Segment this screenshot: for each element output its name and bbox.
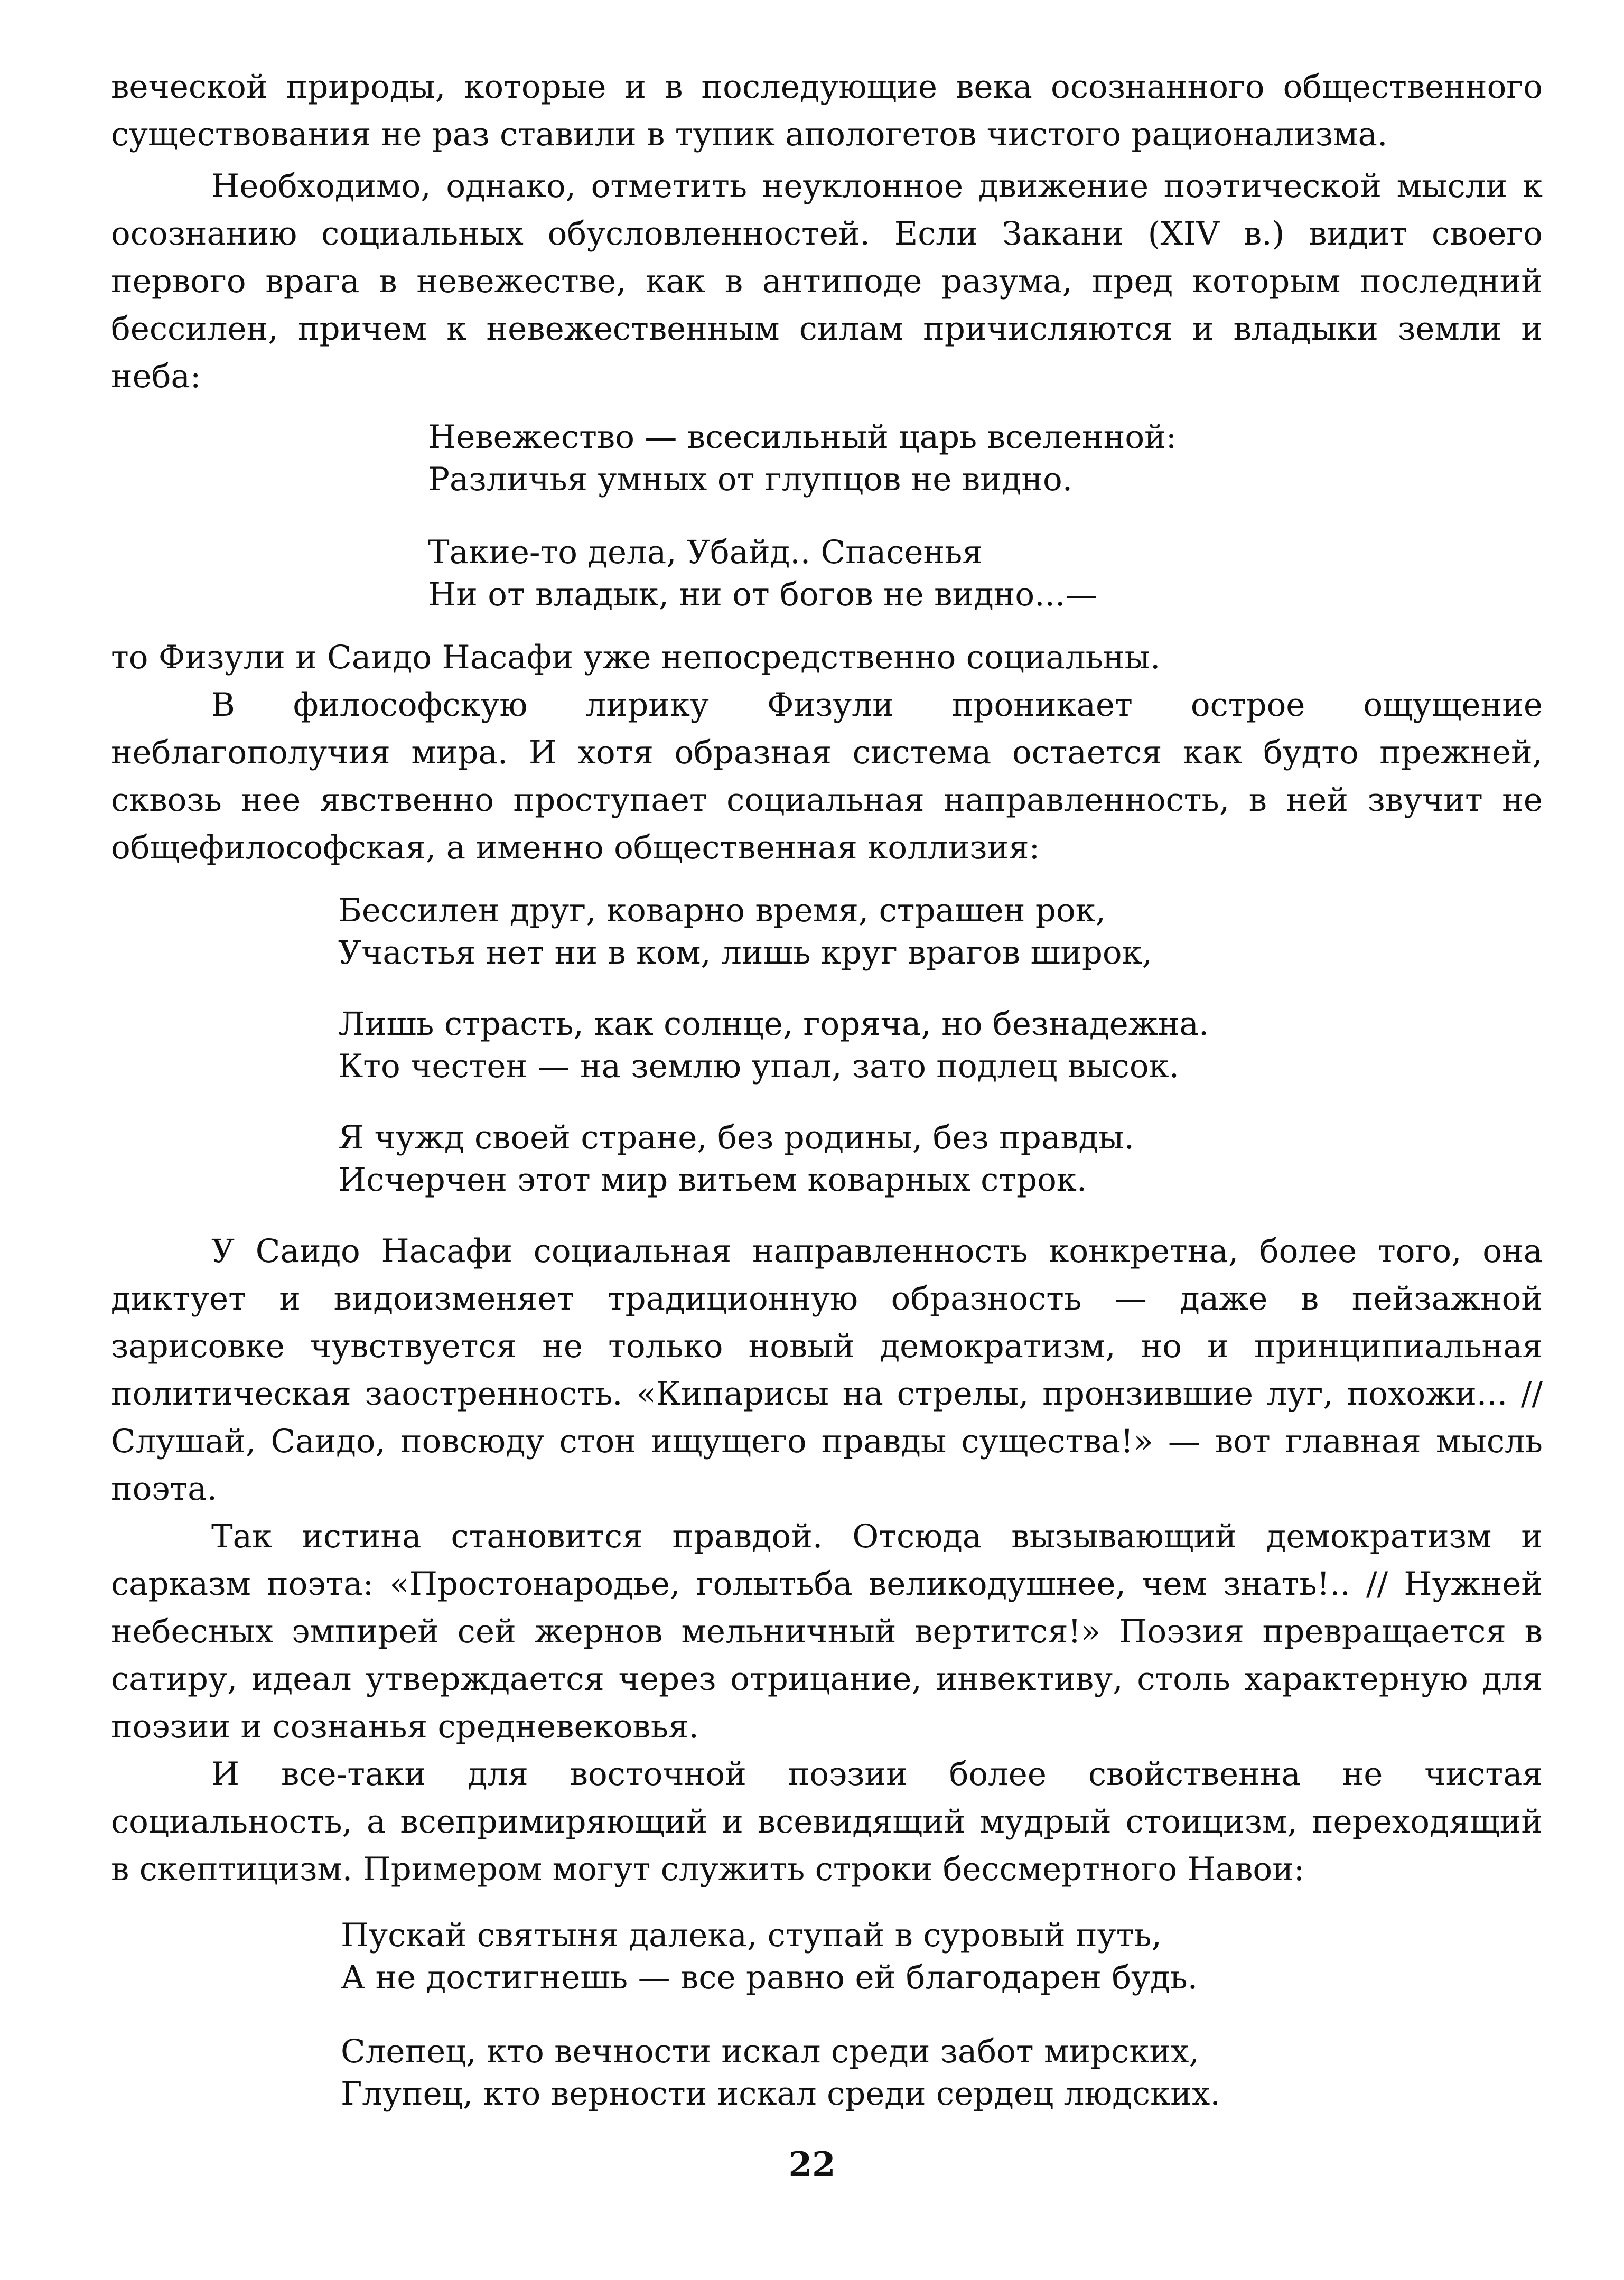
poem-line: Невежество — всесильный царь вселенной: <box>428 418 1177 456</box>
paragraph-fizuli-nasafi: то Физули и Саидо Насафи уже непосредственно социальны. <box>111 639 1161 676</box>
poem-line: А не достигнешь — все равно ей благодарен будь. <box>341 1959 1198 1996</box>
poem-line: Различья умных от глупцов не видно. <box>428 461 1073 498</box>
page-number: 22 <box>788 2145 836 2184</box>
poem-stanza <box>341 2031 1543 2115</box>
paragraph-truth: Так истина становится правдой. Отсюда вызывающий демократизм и сарказм поэта: «Простонародье, голытьба великодушнее, чем знать!.. // Нужней небесных эмпирей сей жернов мельничный вертится!» Поэзия превращается в сатиру, идеал утверждается через отрицание, инвективу, столь характерную для поэзии и сознанья средневековья. <box>111 1518 1543 1745</box>
poem-line: Глупец, кто верности искал среди сердец людских. <box>341 2075 1220 2113</box>
poem-line: Слепец, кто вечности искал среди забот мирских, <box>341 2033 1199 2070</box>
paragraph-continuation: веческой природы, которые и в последующие века осознанного общественного существования не раз ставили в тупик апологетов чистого рационализма. <box>111 68 1543 153</box>
poem-line: Участья нет ни в ком, лишь круг врагов широк, <box>338 934 1153 971</box>
poem-zakani <box>428 416 1543 616</box>
poem-line: Ни от владык, ни от богов не видно...— <box>428 576 1098 613</box>
poem-line: Лишь страсть, как солнце, горяча, но безнадежна. <box>338 1005 1209 1043</box>
poem-line: Кто честен — на землю упал, зато подлец высок. <box>338 1048 1180 1085</box>
poem-line: Я чужд своей стране, без родины, без правды. <box>338 1119 1135 1156</box>
paragraph-navoi-intro: И все-таки для восточной поэзии более свойственна не чистая социальность, а всепримиряющий и всевидящий мудрый стоицизм, переходящий в скептицизм. Примером могут служить строки бессмертного Навои: <box>111 1755 1543 1888</box>
poem-stanza <box>338 890 1543 974</box>
poem-line: Пускай святыня далека, ступай в суровый путь, <box>341 1917 1162 1954</box>
poem-line: Бессилен друг, коварно время, страшен рок, <box>338 892 1106 929</box>
poem-stanza <box>338 1003 1543 1088</box>
paragraph-fizuli-intro: В философскую лирику Физули проникает острое ощущение неблагополучия мира. И хотя образная система остается как будто прежней, сквозь нее явственно проступает социальная направленность, в ней звучит не общефилософская, а именно общественная коллизия: <box>111 686 1543 866</box>
poem-stanza <box>341 1914 1543 1999</box>
poem-navoi <box>341 1914 1543 2115</box>
poem-stanza <box>338 1117 1543 1201</box>
poem-stanza <box>428 531 1543 616</box>
page-body <box>111 63 1543 2115</box>
poem-line: Такие-то дела, Убайд.. Спасенья <box>428 534 983 571</box>
paragraph-zakani-intro: Необходимо, однако, отметить неуклонное движение поэтической мысли к осознанию социальных обусловленностей. Если Закани (XIV в.) видит своего первого врага в невежестве, как в антиподе разума, пред которым последний бессилен, причем к невежественным силам причисляются и владыки земли и неба: <box>111 167 1543 395</box>
poem-fizuli <box>338 890 1543 1201</box>
poem-line: Исчерчен этот мир витьем коварных строк. <box>338 1161 1087 1199</box>
poem-stanza <box>428 416 1543 501</box>
paragraph-nasafi: У Саидо Насафи социальная направленность конкретна, более того, она диктует и видоизменяет традиционную образность — даже в пейзажной зарисовке чувствуется не только новый демократизм, но и принципиальная политическая заостренность. «Кипарисы на стрелы, пронзившие луг, похожи... // Слушай, Саидо, повсюду стон ищущего правды существа!» — вот главная мысль поэта. <box>111 1232 1543 1508</box>
